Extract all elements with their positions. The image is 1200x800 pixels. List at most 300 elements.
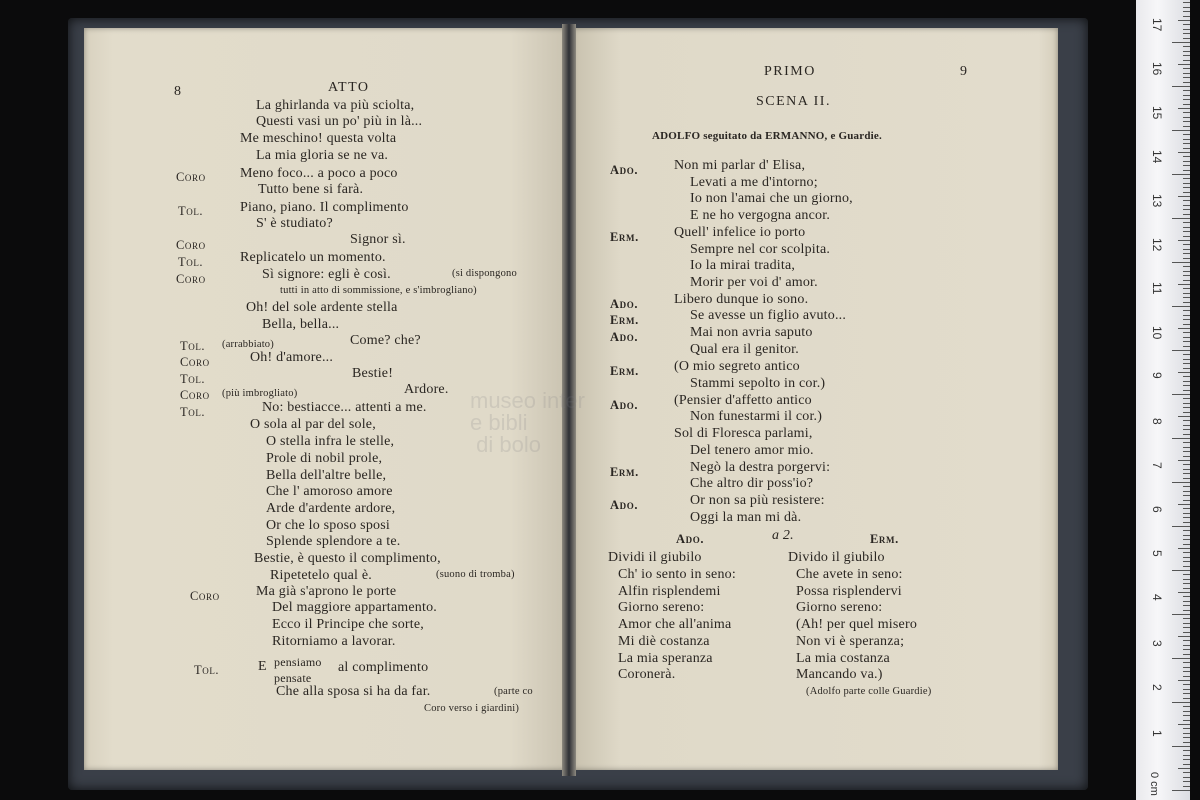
ruler-tick	[1183, 777, 1190, 778]
duet-line-right: Divido il giubilo	[788, 550, 885, 565]
verse-line: Non funestarmi il cor.)	[690, 409, 823, 424]
ruler-tick	[1183, 689, 1190, 690]
ruler-tick	[1183, 579, 1190, 580]
stage-direction: (parte co	[494, 686, 533, 697]
ruler-tick	[1183, 601, 1190, 602]
ruler-tick	[1183, 60, 1190, 61]
verse-line: E	[258, 659, 267, 674]
ruler-tick	[1183, 90, 1190, 91]
ruler-tick	[1183, 645, 1190, 646]
verse-line: pensiamo	[274, 655, 322, 669]
verse-line: Sì signore: egli è così.	[262, 267, 391, 282]
ruler-tick	[1183, 517, 1190, 518]
ruler-tick	[1183, 205, 1190, 206]
verse-line: Morir per voi d' amor.	[690, 275, 818, 290]
ruler-tick	[1183, 676, 1190, 677]
ruler-tick	[1183, 451, 1190, 452]
verse-line: Libero dunque io sono.	[674, 292, 809, 307]
ruler-tick	[1183, 390, 1190, 391]
speaker-label: Coro	[190, 589, 220, 603]
ruler-tick	[1183, 667, 1190, 668]
ruler-tick	[1183, 715, 1190, 716]
ruler-tick	[1183, 742, 1190, 743]
ruler-tick	[1172, 790, 1190, 791]
ruler-number: 17	[1150, 18, 1164, 32]
ruler-tick	[1183, 403, 1190, 404]
ruler-tick	[1178, 328, 1190, 329]
ruler-tick	[1183, 249, 1190, 250]
verse-line: Del tenero amor mio.	[690, 443, 814, 458]
verse-line: Ecco il Principe che sorte,	[272, 617, 424, 632]
ruler-tick	[1183, 38, 1190, 39]
ruler-tick	[1183, 117, 1190, 118]
ruler-tick	[1172, 570, 1190, 571]
verse-line: Arde d'ardente ardore,	[266, 501, 396, 516]
ruler-tick	[1183, 236, 1190, 237]
speaker-label: Coro	[176, 238, 206, 252]
ruler-tick	[1183, 781, 1190, 782]
ruler-number: 4	[1150, 594, 1164, 601]
ruler-tick	[1183, 733, 1190, 734]
stage-direction: (si dispongono	[452, 268, 517, 279]
stage-direction: tutti in atto di sommissione, e s'imbrogliano)	[280, 285, 477, 296]
duet-line-left: Alfin risplendemi	[618, 584, 721, 599]
duet-line-right: Possa risplendervi	[796, 584, 902, 599]
ruler-tick	[1183, 121, 1190, 122]
ruler-tick	[1178, 768, 1190, 769]
ruler-tick	[1178, 592, 1190, 593]
ruler-tick	[1183, 73, 1190, 74]
verse-line: Meno foco... a poco a poco	[240, 166, 398, 181]
ruler-number: 13	[1150, 194, 1164, 208]
verse-line: Splende splendore a te.	[266, 534, 401, 549]
duet-speaker-left: Ado.	[676, 532, 705, 546]
ruler-tick	[1183, 192, 1190, 193]
speaker-label: Tol.	[180, 372, 206, 386]
ruler-tick	[1183, 561, 1190, 562]
stage-direction: (più imbrogliato)	[222, 388, 298, 399]
cast-line: ADOLFO seguitato da ERMANNO, e Guardie.	[652, 130, 882, 142]
ruler-tick	[1178, 460, 1190, 461]
speaker-label: Coro	[176, 272, 206, 286]
verse-line: Ardore.	[404, 382, 449, 397]
stage-direction: (Adolfo parte colle Guardie)	[806, 686, 932, 697]
ruler-number: 15	[1150, 106, 1164, 120]
ruler-number: 8	[1150, 418, 1164, 425]
speaker-label: Tol.	[194, 663, 220, 677]
ruler-tick	[1183, 486, 1190, 487]
ruler-tick	[1172, 262, 1190, 263]
ruler-unit: 0 cm	[1148, 772, 1160, 796]
verse-line: Replicatelo un momento.	[240, 250, 386, 265]
ruler-tick	[1178, 416, 1190, 417]
ruler-tick	[1183, 759, 1190, 760]
duet-line-right: Mancando va.)	[796, 667, 883, 682]
stage-direction: Coro verso i giardini)	[424, 703, 520, 714]
ruler-tick	[1172, 174, 1190, 175]
ruler-tick	[1183, 720, 1190, 721]
ruler-tick	[1183, 412, 1190, 413]
ruler-tick	[1183, 764, 1190, 765]
verse-line: Come? che?	[350, 333, 421, 348]
ruler-tick	[1172, 482, 1190, 483]
verse-line: E ne ho vergogna ancor.	[690, 208, 831, 223]
ruler-tick	[1183, 429, 1190, 430]
ruler-tick	[1178, 108, 1190, 109]
page-number-right: 9	[960, 64, 968, 79]
ruler-tick	[1183, 156, 1190, 157]
verse-line: Qual era il genitor.	[690, 342, 799, 357]
ruler-tick	[1183, 698, 1190, 699]
duet-line-right: Non vi è speranza;	[796, 634, 905, 649]
ruler-tick	[1183, 95, 1190, 96]
ruler-tick	[1178, 724, 1190, 725]
page-number-left: 8	[174, 84, 182, 99]
verse-line: Bestie, è questo il complimento,	[254, 551, 441, 566]
verse-line: Prole di nobil prole,	[266, 451, 383, 466]
ruler-tick	[1183, 456, 1190, 457]
ruler-tick	[1183, 588, 1190, 589]
speaker-label: Tol.	[178, 255, 204, 269]
verse-line: Del maggiore appartamento.	[272, 600, 437, 615]
ruler-tick	[1183, 385, 1190, 386]
ruler-number: 14	[1150, 150, 1164, 164]
ruler-tick	[1183, 500, 1190, 501]
ruler-number: 10	[1150, 326, 1164, 340]
ruler-number: 7	[1150, 462, 1164, 469]
ruler-tick	[1183, 46, 1190, 47]
verse-line: Che l' amoroso amore	[266, 484, 393, 499]
stage-direction: (arrabbiato)	[222, 339, 274, 350]
ruler-tick	[1183, 271, 1190, 272]
speaker-label: Coro	[180, 355, 210, 369]
ruler-tick	[1183, 200, 1190, 201]
speaker-label: Tol.	[178, 204, 204, 218]
verse-line: Se avesse un figlio avuto...	[690, 308, 847, 323]
duet-speaker-right: Erm.	[870, 532, 899, 546]
ruler-tick	[1178, 240, 1190, 241]
verse-line: O sola al par del sole,	[250, 417, 376, 432]
ruler-tick	[1172, 350, 1190, 351]
ruler-tick	[1183, 566, 1190, 567]
verse-line: Bestie!	[352, 366, 394, 381]
ruler-tick	[1178, 152, 1190, 153]
ruler-tick	[1183, 148, 1190, 149]
ruler-tick	[1183, 187, 1190, 188]
verse-line: Or che lo sposo sposi	[266, 518, 390, 533]
speaker-label: Ado.	[610, 498, 639, 512]
duet-line-right: Che avete in seno:	[796, 567, 903, 582]
ruler-tick	[1183, 134, 1190, 135]
speaker-label: Tol.	[180, 339, 206, 353]
verse-line: Bella dell'altre belle,	[266, 468, 387, 483]
ruler-tick	[1183, 280, 1190, 281]
ruler-tick	[1183, 354, 1190, 355]
duet-line-left: Mi diè costanza	[618, 634, 710, 649]
verse-line: Or non sa più resistere:	[690, 493, 825, 508]
ruler-tick	[1178, 196, 1190, 197]
verse-line: Oggi la man mi dà.	[690, 510, 802, 525]
ruler-tick	[1183, 209, 1190, 210]
verse-line: No: bestiacce... attenti a me.	[262, 400, 427, 415]
ruler-tick	[1183, 596, 1190, 597]
ruler-tick	[1183, 662, 1190, 663]
verse-line: al complimento	[338, 660, 429, 675]
ruler-tick	[1183, 266, 1190, 267]
ruler-tick	[1183, 288, 1190, 289]
ruler-tick	[1183, 359, 1190, 360]
verse-line: Questi vasi un po' più in là...	[256, 114, 423, 129]
verse-line: Ritorniamo a lavorar.	[272, 634, 396, 649]
ruler-tick	[1178, 284, 1190, 285]
ruler-tick	[1183, 381, 1190, 382]
ruler-number: 11	[1150, 282, 1164, 295]
ruler-tick	[1183, 55, 1190, 56]
ruler-tick	[1183, 755, 1190, 756]
ruler-tick	[1183, 632, 1190, 633]
verse-line: Che altro dir poss'io?	[690, 476, 814, 491]
ruler-tick	[1183, 68, 1190, 69]
ruler-tick	[1183, 302, 1190, 303]
ruler-tick	[1183, 693, 1190, 694]
ruler-tick	[1183, 244, 1190, 245]
watermark-text: museo inter e bibli di bolo	[470, 388, 585, 457]
ruler-tick	[1183, 535, 1190, 536]
ruler-tick	[1183, 227, 1190, 228]
verse-line: O stella infra le stelle,	[266, 434, 395, 449]
verse-line: Piano, piano. Il complimento	[240, 200, 409, 215]
ruler-tick	[1183, 530, 1190, 531]
ruler-tick	[1183, 649, 1190, 650]
speaker-label: Erm.	[610, 230, 639, 244]
ruler-tick	[1183, 112, 1190, 113]
ruler-tick	[1183, 786, 1190, 787]
ruler-tick	[1183, 297, 1190, 298]
duet-line-right: (Ah! per quel misero	[796, 617, 918, 632]
duet-line-left: Amor che all'anima	[618, 617, 732, 632]
scene-heading: SCENA II.	[756, 94, 831, 109]
verse-line: Sol di Floresca parlami,	[674, 426, 813, 441]
ruler-tick	[1183, 513, 1190, 514]
ruler-tick	[1172, 526, 1190, 527]
ruler-tick	[1183, 324, 1190, 325]
ruler-tick	[1183, 139, 1190, 140]
ruler-tick	[1183, 11, 1190, 12]
ruler-tick	[1183, 398, 1190, 399]
ruler-tick	[1183, 407, 1190, 408]
ruler-tick	[1183, 161, 1190, 162]
verse-line: Tutto bene si farà.	[258, 182, 364, 197]
speaker-label: Ado.	[610, 330, 639, 344]
ruler-tick	[1183, 16, 1190, 17]
stage-direction: (suono di tromba)	[436, 569, 515, 580]
verse-line: Io la mirai tradita,	[690, 258, 796, 273]
ruler-tick	[1183, 447, 1190, 448]
ruler-tick	[1183, 671, 1190, 672]
ruler-tick	[1183, 319, 1190, 320]
ruler-tick	[1183, 143, 1190, 144]
verse-line: Signor sì.	[350, 232, 406, 247]
ruler-number: 3	[1150, 640, 1164, 647]
verse-line: Sempre nel cor scolpita.	[690, 242, 831, 257]
verse-line: (O mio segreto antico	[674, 359, 800, 374]
speaker-label: Coro	[176, 170, 206, 184]
speaker-label: Coro	[180, 388, 210, 402]
ruler-tick	[1183, 82, 1190, 83]
ruler-tick	[1183, 583, 1190, 584]
ruler-tick	[1172, 42, 1190, 43]
ruler-tick	[1183, 178, 1190, 179]
verse-line: Levati a me d'intorno;	[690, 175, 818, 190]
verse-line: Oh! d'amore...	[250, 350, 334, 365]
ruler-tick	[1183, 275, 1190, 276]
ruler-number: 12	[1150, 238, 1164, 252]
ruler-tick	[1183, 368, 1190, 369]
ruler-tick	[1183, 258, 1190, 259]
ruler-tick	[1183, 2, 1190, 3]
ruler-tick	[1183, 478, 1190, 479]
verse-line: Mai non avria saputo	[690, 325, 813, 340]
ruler-number: 6	[1150, 506, 1164, 513]
ruler-tick	[1183, 557, 1190, 558]
ruler-tick	[1172, 658, 1190, 659]
ruler-tick	[1183, 376, 1190, 377]
speaker-label: Ado.	[610, 163, 639, 177]
ruler-tick	[1183, 332, 1190, 333]
ruler-tick	[1183, 29, 1190, 30]
ruler-number: 16	[1150, 62, 1164, 76]
ruler-tick	[1183, 341, 1190, 342]
duet-line-left: Dividi il giubilo	[608, 550, 702, 565]
ruler-tick	[1183, 495, 1190, 496]
ruler-tick	[1183, 337, 1190, 338]
ruler-tick	[1178, 504, 1190, 505]
verse-line: Oh! del sole ardente stella	[246, 300, 398, 315]
duet-line-left: La mia speranza	[618, 651, 713, 666]
ruler-tick	[1183, 99, 1190, 100]
ruler-tick	[1183, 420, 1190, 421]
duet-line-right: La mia costanza	[796, 651, 890, 666]
ruler-number: 1	[1150, 730, 1164, 737]
ruler-tick	[1183, 539, 1190, 540]
verse-line: Non mi parlar d' Elisa,	[674, 158, 806, 173]
ruler-tick	[1178, 680, 1190, 681]
ruler-tick	[1183, 522, 1190, 523]
ruler-tick	[1183, 126, 1190, 127]
verse-line: Stammi sepolto in cor.)	[690, 376, 826, 391]
ruler-number: 5	[1150, 550, 1164, 557]
speaker-label: Ado.	[610, 398, 639, 412]
ruler-number: 2	[1150, 684, 1164, 691]
ruler-tick	[1178, 20, 1190, 21]
ruler-tick	[1183, 491, 1190, 492]
ruler-tick	[1172, 438, 1190, 439]
ruler-tick	[1183, 640, 1190, 641]
verse-line: Che alla sposa si ha da far.	[276, 684, 431, 699]
duet-marker: a 2.	[772, 528, 794, 543]
ruler-tick	[1183, 7, 1190, 8]
ruler-tick	[1183, 253, 1190, 254]
ruler-tick	[1183, 618, 1190, 619]
verse-line: La ghirlanda va più sciolta,	[256, 98, 415, 113]
ruler-tick	[1172, 218, 1190, 219]
duet-line-left: Ch' io sento in seno:	[618, 567, 736, 582]
ruler-tick	[1183, 346, 1190, 347]
ruler-tick	[1183, 51, 1190, 52]
verse-line: Me meschino! questa volta	[240, 131, 397, 146]
ruler-tick	[1172, 614, 1190, 615]
verse-line: Io non l'amai che un giorno,	[690, 191, 853, 206]
ruler-tick	[1172, 702, 1190, 703]
ruler-tick	[1183, 654, 1190, 655]
ruler-tick	[1183, 214, 1190, 215]
ruler-tick	[1183, 222, 1190, 223]
ruler-tick	[1183, 24, 1190, 25]
ruler-tick	[1183, 750, 1190, 751]
ruler-tick	[1183, 170, 1190, 171]
duet-line-left: Coronerà.	[618, 667, 676, 682]
ruler-tick	[1183, 464, 1190, 465]
verse-line: pensate	[274, 671, 312, 685]
speaker-label: Tol.	[180, 405, 206, 419]
ruler-number: 9	[1150, 372, 1164, 379]
ruler-tick	[1183, 425, 1190, 426]
ruler-tick	[1183, 473, 1190, 474]
ruler-tick	[1183, 605, 1190, 606]
verse-line: Negò la destra porgervi:	[690, 460, 831, 475]
left-running-header: ATTO	[328, 80, 370, 95]
verse-line: Ripetetelo qual è.	[270, 568, 372, 583]
ruler-tick	[1183, 728, 1190, 729]
ruler-tick	[1183, 77, 1190, 78]
verse-line: La mia gloria se ne va.	[256, 148, 389, 163]
ruler-tick	[1183, 706, 1190, 707]
duet-line-right: Giorno sereno:	[796, 600, 883, 615]
ruler-tick	[1183, 737, 1190, 738]
ruler-tick	[1183, 508, 1190, 509]
verse-line: (Pensier d'affetto antico	[674, 393, 812, 408]
ruler-tick	[1178, 636, 1190, 637]
ruler-tick	[1183, 574, 1190, 575]
ruler-tick	[1172, 86, 1190, 87]
ruler-tick	[1183, 104, 1190, 105]
ruler-tick	[1183, 363, 1190, 364]
ruler-tick	[1183, 772, 1190, 773]
verse-line: S' è studiato?	[256, 216, 333, 231]
ruler-tick	[1183, 33, 1190, 34]
ruler-tick	[1183, 293, 1190, 294]
ruler-tick	[1172, 130, 1190, 131]
speaker-label: Ado.	[610, 297, 639, 311]
ruler-tick	[1183, 183, 1190, 184]
measurement-ruler	[1136, 0, 1190, 800]
speaker-label: Erm.	[610, 465, 639, 479]
ruler-tick	[1183, 434, 1190, 435]
ruler-tick	[1183, 711, 1190, 712]
ruler-tick	[1183, 610, 1190, 611]
ruler-tick	[1178, 64, 1190, 65]
ruler-tick	[1183, 231, 1190, 232]
ruler-tick	[1183, 165, 1190, 166]
ruler-tick	[1183, 627, 1190, 628]
ruler-tick	[1183, 310, 1190, 311]
ruler-tick	[1178, 372, 1190, 373]
speaker-label: Erm.	[610, 313, 639, 327]
ruler-tick	[1183, 623, 1190, 624]
ruler-tick	[1183, 315, 1190, 316]
ruler-tick	[1172, 394, 1190, 395]
ruler-tick	[1183, 552, 1190, 553]
